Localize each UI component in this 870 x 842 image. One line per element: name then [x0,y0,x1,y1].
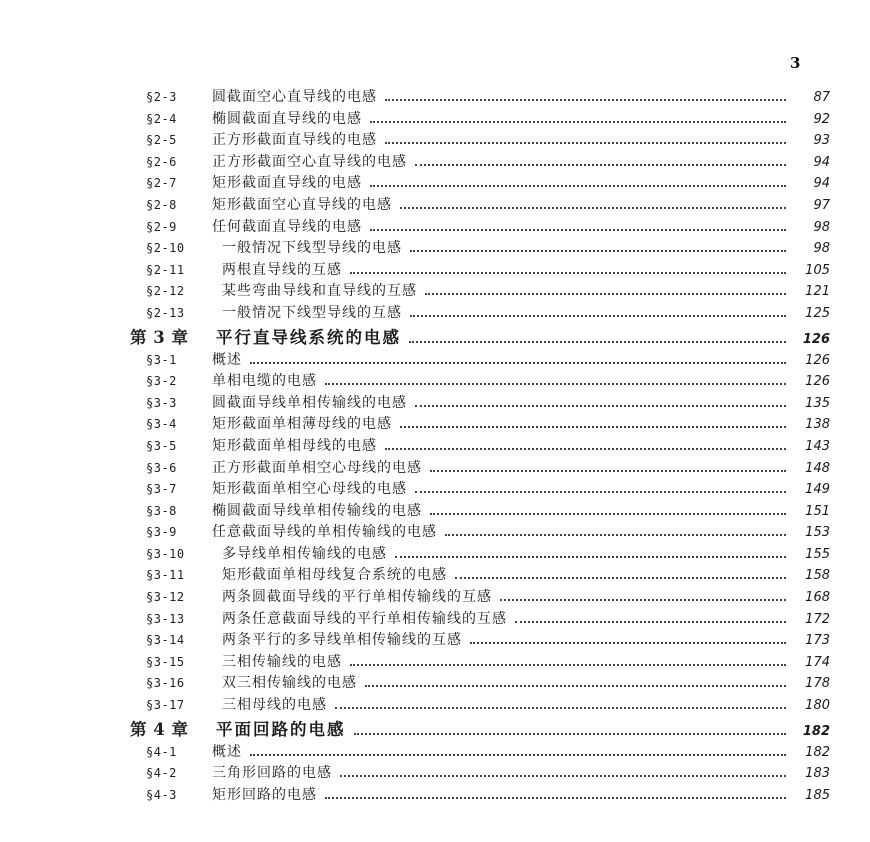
toc-entry-title: 正方形截面直导线的电感 [212,132,377,149]
toc-entry-number: §3-7 [146,482,177,497]
toc-entry-number: §4-2 [146,766,177,781]
toc-section-entry [130,741,830,763]
toc-entry-page: 173 [805,633,830,649]
toc-chapter-entry [130,716,830,741]
dot-leader [385,99,786,101]
toc-entry-title: 矩形截面空心直导线的电感 [212,196,392,213]
toc-entry-page: 168 [805,590,830,606]
toc-entry-number: §3-3 [146,395,177,410]
toc-entry-page: 94 [813,176,830,192]
toc-entry-number: §3-14 [146,633,185,648]
toc-entry-number: §2-3 [146,90,177,104]
dot-leader [370,185,786,187]
toc-entry-number: §3-12 [146,590,185,605]
toc-entry-page: 182 [805,744,830,760]
toc-entry-title: 矩形截面单相母线复合系统的电感 [222,567,447,584]
toc-entry-title: 概述 [212,743,242,760]
toc-entry-page: 135 [805,395,830,411]
toc-section-entry [130,694,830,716]
toc-entry-page: 180 [805,698,830,714]
toc-entry-title: 双三相传输线的电感 [222,675,357,692]
toc-section-entry [130,216,830,238]
toc-entry-page: 174 [805,654,830,670]
toc-section-entry [130,259,830,281]
toc-section-entry [130,435,830,457]
toc-section-entry [130,784,830,806]
toc-section-entry [130,172,830,194]
toc-entry-number: §3-15 [146,654,185,669]
toc-entry-number: §3-1 [146,352,177,367]
toc-entry-title: 矩形回路的电感 [212,786,317,803]
dot-leader [415,405,786,407]
toc-section-entry [130,280,830,302]
toc-section-entry [130,564,830,586]
toc-entry-page: 98 [813,219,830,235]
dot-leader [395,556,786,558]
dot-leader [370,229,786,231]
table-of-contents [130,86,830,805]
page-marker: 3 [790,54,801,72]
toc-entry-title: 任意截面导线的单相传输线的电感 [212,524,437,541]
toc-entry-number: §2-13 [146,305,185,320]
dot-leader [370,121,786,123]
toc-section-entry [130,129,830,151]
toc-section-entry [130,586,830,608]
dot-leader [325,797,786,799]
toc-entry-page: 92 [813,111,830,127]
toc-entry-title: 两根直导线的互感 [222,261,342,278]
dot-leader [415,164,786,166]
toc-section-entry [130,194,830,216]
toc-section-entry [130,302,830,324]
toc-entry-title: 椭圆截面直导线的电感 [212,110,362,127]
toc-entry-page: 182 [802,723,830,739]
dot-leader [445,534,786,536]
toc-entry-title: 概述 [212,351,242,368]
toc-entry-page: 148 [805,460,830,476]
toc-entry-title: 两条圆截面导线的平行单相传输线的互感 [222,589,492,606]
dot-leader [250,362,786,364]
toc-entry-page: 126 [802,331,830,347]
dot-leader [350,272,786,274]
toc-entry-number: §2-4 [146,111,177,126]
toc-entry-page: 87 [813,90,830,105]
dot-leader [470,642,786,644]
toc-entry-title: 平行直导线系统的电感 [216,327,401,347]
toc-entry-page: 185 [805,787,830,803]
toc-entry-page: 153 [805,525,830,541]
toc-entry-number: §3-17 [146,698,185,713]
toc-entry-number: §3-9 [146,525,177,540]
dot-leader [354,733,787,735]
toc-entry-title: 两条任意截面导线的平行单相传输线的互感 [222,610,507,627]
toc-entry-number: §3-2 [146,374,177,389]
toc-entry-title: 单相电缆的电感 [212,373,317,390]
toc-entry-title: 矩形截面单相薄母线的电感 [212,416,392,433]
toc-entry-page: 158 [805,568,830,584]
dot-leader [425,293,786,295]
toc-entry-page: 98 [813,241,830,257]
dot-leader [250,754,786,756]
toc-entry-page: 183 [805,766,830,782]
dot-leader [430,513,786,515]
toc-entry-number: 第 4 章 [130,719,189,739]
toc-entry-page: 126 [805,352,830,368]
toc-entry-number: §3-11 [146,568,185,583]
toc-entry-page: 143 [805,438,830,454]
toc-entry-title: 圆截面导线单相传输线的电感 [212,394,407,411]
toc-section-entry [130,478,830,500]
toc-entry-number: §2-11 [146,262,185,277]
toc-entry-number: §3-6 [146,460,177,475]
dot-leader [500,599,786,601]
toc-entry-number: §2-12 [146,284,185,299]
dot-leader [325,383,786,385]
dot-leader [400,426,786,428]
toc-section-entry [130,151,830,173]
dot-leader [365,685,786,687]
toc-entry-page: 126 [805,374,830,390]
dot-leader [430,470,786,472]
toc-entry-number: §3-10 [146,546,185,561]
toc-section-entry [130,457,830,479]
toc-entry-title: 矩形截面直导线的电感 [212,175,362,192]
toc-section-entry [130,543,830,565]
toc-entry-page: 125 [805,305,830,321]
dot-leader [385,448,786,450]
toc-section-entry [130,500,830,522]
toc-section-entry [130,413,830,435]
toc-entry-number: §3-13 [146,611,185,626]
toc-section-entry [130,237,830,259]
toc-entry-number: §2-10 [146,241,185,256]
dot-leader [400,207,786,209]
toc-entry-title: 任何截面直导线的电感 [212,218,362,235]
toc-entry-title: 三相传输线的电感 [222,653,342,670]
toc-entry-page: 151 [805,503,830,519]
toc-entry-number: 第 3 章 [130,327,189,347]
toc-entry-title: 平面回路的电感 [216,719,346,739]
toc-entry-page: 105 [805,262,830,278]
toc-section-entry [130,349,830,371]
dot-leader [385,142,786,144]
dot-leader [410,315,786,317]
toc-entry-title: 椭圆截面导线单相传输线的电感 [212,502,422,519]
toc-entry-title: 正方形截面空心直导线的电感 [212,153,407,170]
dot-leader [515,621,786,623]
toc-entry-number: §3-5 [146,438,177,453]
toc-entry-title: 三角形回路的电感 [212,765,332,782]
toc-entry-title: 一般情况下线型导线的电感 [222,240,402,257]
toc-section-entry [130,651,830,673]
toc-entry-title: 正方形截面单相空心母线的电感 [212,459,422,476]
toc-entry-page: 138 [805,417,830,433]
dot-leader [415,491,786,493]
toc-chapter-entry [130,324,830,349]
toc-entry-title: 两条平行的多导线单相传输线的互感 [222,632,462,649]
toc-entry-number: §2-8 [146,197,177,212]
toc-entry-number: §2-9 [146,219,177,234]
dot-leader [340,775,786,777]
toc-entry-page: 97 [813,197,830,213]
dot-leader [350,664,786,666]
toc-entry-page: 93 [813,133,830,149]
toc-section-entry [130,672,830,694]
toc-entry-number: §4-1 [146,744,177,759]
toc-section-entry [130,762,830,784]
dot-leader [335,707,786,709]
toc-section-entry [130,86,830,108]
toc-entry-page: 94 [813,154,830,170]
toc-entry-title: 矩形截面单相母线的电感 [212,437,377,454]
toc-section-entry [130,521,830,543]
toc-entry-title: 一般情况下线型导线的互感 [222,304,402,321]
toc-section-entry [130,629,830,651]
toc-section-entry [130,392,830,414]
dot-leader [455,577,786,579]
toc-entry-number: §2-5 [146,133,177,148]
toc-section-entry [130,370,830,392]
toc-section-entry [130,108,830,130]
toc-entry-title: 矩形截面单相空心母线的电感 [212,481,407,498]
toc-entry-number: §2-6 [146,154,177,169]
dot-leader [409,341,786,343]
toc-entry-title: 圆截面空心直导线的电感 [212,89,377,105]
toc-entry-number: §3-16 [146,676,185,691]
toc-entry-title: 三相母线的电感 [222,697,327,714]
toc-entry-page: 178 [805,676,830,692]
toc-entry-page: 149 [805,482,830,498]
dot-leader [410,250,786,252]
toc-entry-page: 155 [805,546,830,562]
toc-entry-page: 121 [805,284,830,300]
toc-entry-number: §3-8 [146,503,177,518]
toc-entry-number: §2-7 [146,176,177,191]
toc-entry-number: §3-4 [146,417,177,432]
toc-entry-number: §4-3 [146,787,177,802]
toc-entry-title: 某些弯曲导线和直导线的互感 [222,283,417,300]
toc-entry-page: 172 [805,611,830,627]
toc-section-entry [130,608,830,630]
toc-entry-title: 多导线单相传输线的电感 [222,545,387,562]
